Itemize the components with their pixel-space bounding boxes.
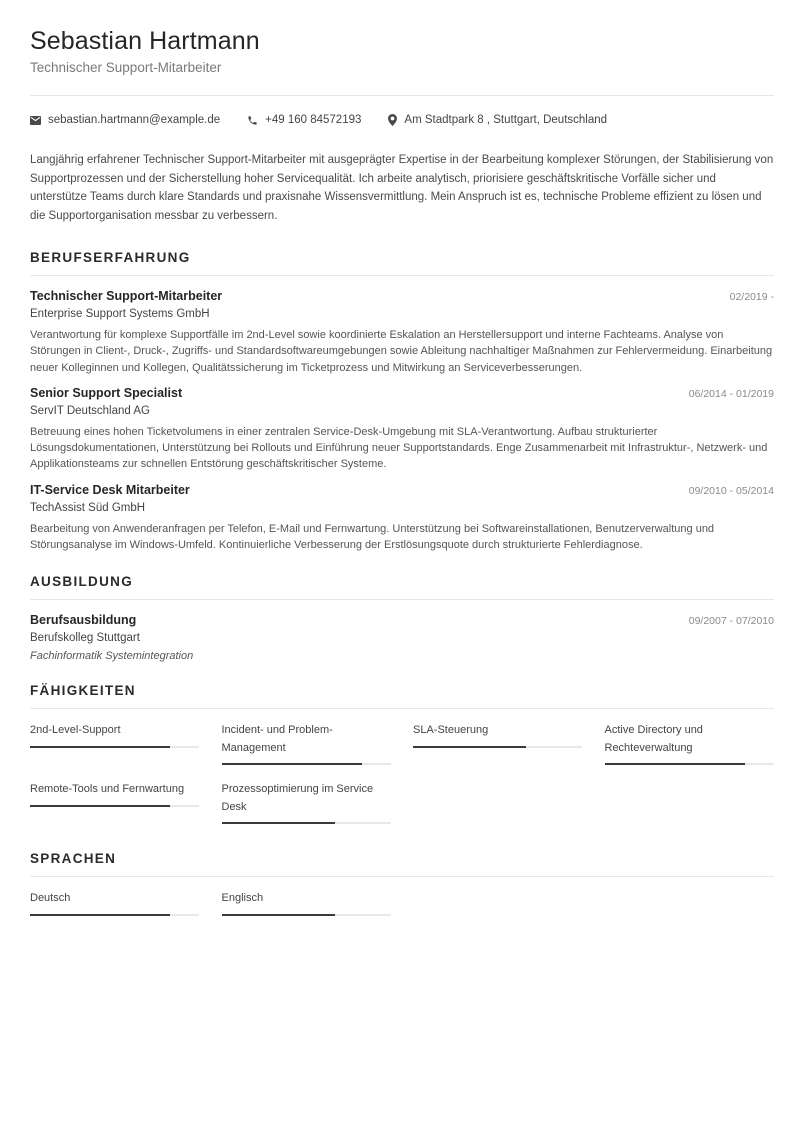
skills-grid [30,722,774,824]
job-title: Technischer Support-Mitarbeiter [30,289,223,303]
experience-entry [30,289,774,376]
skill-item [413,722,582,765]
phone-text: +49 160 84572193 [265,114,362,126]
education-date: 09/2007 - 07/2010 [688,615,774,628]
skill-level-bar [222,763,391,765]
language-label: Deutsch [30,892,71,905]
education-degree: Berufsausbildung [30,613,137,628]
contact-address [388,114,607,126]
skill-level-bar [30,746,199,748]
language-item [30,890,199,916]
candidate-title: Technischer Support-Mitarbeiter [30,60,222,75]
section-title-experience: BERUFSERFAHRUNG [30,250,191,265]
job-title: IT-Service Desk Mitarbeiter [30,482,190,497]
skill-label: 2nd-Level-Support [30,724,121,737]
skill-level-fill [30,805,170,807]
skill-label: Active Directory und Rechteverwaltung [604,724,703,754]
section-divider [30,876,774,877]
job-date: 02/2019 - [729,291,774,303]
language-item [222,890,391,916]
job-company: ServIT Deutschland AG [30,404,150,417]
experience-section [30,249,774,553]
job-date: 06/2014 - 01/2019 [688,387,774,400]
candidate-name: Sebastian Hartmann [30,27,260,55]
profile-summary: Langjährig erfahrener Technischer Support-Mitarbeiter mit ausgeprägter Expertise in der Bearbeitung komplexer Störungen, der Stabilisierung von Supportprozessen und der Sicherstellung hoher Servicequalität. Ich arbeite analytisch, priorisiere geschäftskritische Vorfälle sicher und unterstütze Teams durch klare Standards und praxisnahe Wissensvermittlung. Mein Anspruch ist es, technische Probleme effizient zu lösen und die Supportorganisation messbar zu verbessern. [30,154,774,222]
education-entry [30,613,774,662]
language-level-fill [30,914,170,916]
job-company: Enterprise Support Systems GmbH [30,308,210,320]
experience-entry [30,483,774,554]
skill-label: Prozessoptimierung im Service Desk [221,783,374,813]
section-title-languages: SPRACHEN [30,851,117,867]
language-level-bar [222,914,391,916]
skill-level-fill [222,763,362,765]
skill-item [30,781,199,824]
skill-item [30,722,199,765]
skill-item [605,722,774,765]
education-section [30,573,774,662]
skills-section [30,682,774,824]
skill-level-bar [222,822,391,824]
skill-level-bar [605,763,774,765]
language-level-fill [222,914,335,916]
section-divider [30,599,774,600]
job-date: 09/2010 - 05/2014 [688,484,774,497]
skill-level-fill [413,746,526,748]
skill-level-fill [605,763,745,765]
section-title-education: AUSBILDUNG [30,574,133,590]
contact-phone[interactable] [247,114,361,126]
education-field: Fachinformatik Systemintegration [30,650,194,663]
education-school: Berufskolleg Stuttgart [30,632,140,645]
skill-item [222,781,391,824]
contact-bar [30,112,774,128]
language-level-bar [30,914,199,916]
job-description: Betreuung eines hohen Ticketvolumens in einer zentralen Service-Desk-Umgebung mit SLA-Verantwortung. Aufbau strukturierter Lösungsdokumentationen, Unterstützung bei Rollouts und Einführung neuer Supportstandards. Enge Zusammenarbeit mit Infrastruktur-, Netzwerk- und Applikationsteams zur schnellen Entstörung geschäftskritischer Systeme. [30,425,768,471]
header-divider [30,95,774,96]
skill-level-bar [413,746,582,748]
experience-entry [30,386,774,473]
skill-item [222,722,391,765]
skill-label: Remote-Tools und Fernwartung [30,783,185,796]
language-label: Englisch [221,892,264,905]
section-title-skills: FÄHIGKEITEN [30,683,136,699]
location-pin-icon [388,114,397,126]
contact-email[interactable] [30,114,220,126]
email-text: sebastian.hartmann@example.de [48,114,221,126]
skill-label: SLA-Steuerung [413,724,489,737]
section-divider [30,708,774,709]
job-title: Senior Support Specialist [30,385,183,400]
skill-level-fill [30,746,170,748]
job-description: Bearbeitung von Anwenderanfragen per Telefon, E-Mail und Fernwartung. Unterstützung bei Softwareinstallationen, Benutzerverwaltung und Störungsanalyse im Windows-Umfeld. Kontinuierliche Verbesserung der Erstlösungsquote durch strukturierte Fehlerdiagnose. [30,522,715,552]
languages-grid [30,890,774,916]
phone-icon [247,115,258,126]
languages-section [30,850,774,916]
skill-level-fill [222,822,335,824]
mail-icon [30,116,41,125]
section-divider [30,275,774,276]
address-text: Am Stadtpark 8 , Stuttgart, Deutschland [404,114,608,126]
job-company: TechAssist Süd GmbH [30,501,146,514]
job-description: Verantwortung für komplexe Supportfälle im 2nd-Level sowie koordinierte Eskalation an Herstellersupport und interne Fachteams. Analyse von Störungen in Client-, Druck-, Zugriffs- und Standardsoftwareumgebungen sowie Ableitung nachhaltiger Maßnahmen zur Fehlervermeidung. Einarbeitung neuer Kolleginnen und Kollegen, Qualitätssicherung im Ticketprozess und Mitwirkung an Serviceverbesserungen. [30,329,773,374]
skill-level-bar [30,805,199,807]
skill-label: Incident- und Problem-Management [221,724,333,754]
